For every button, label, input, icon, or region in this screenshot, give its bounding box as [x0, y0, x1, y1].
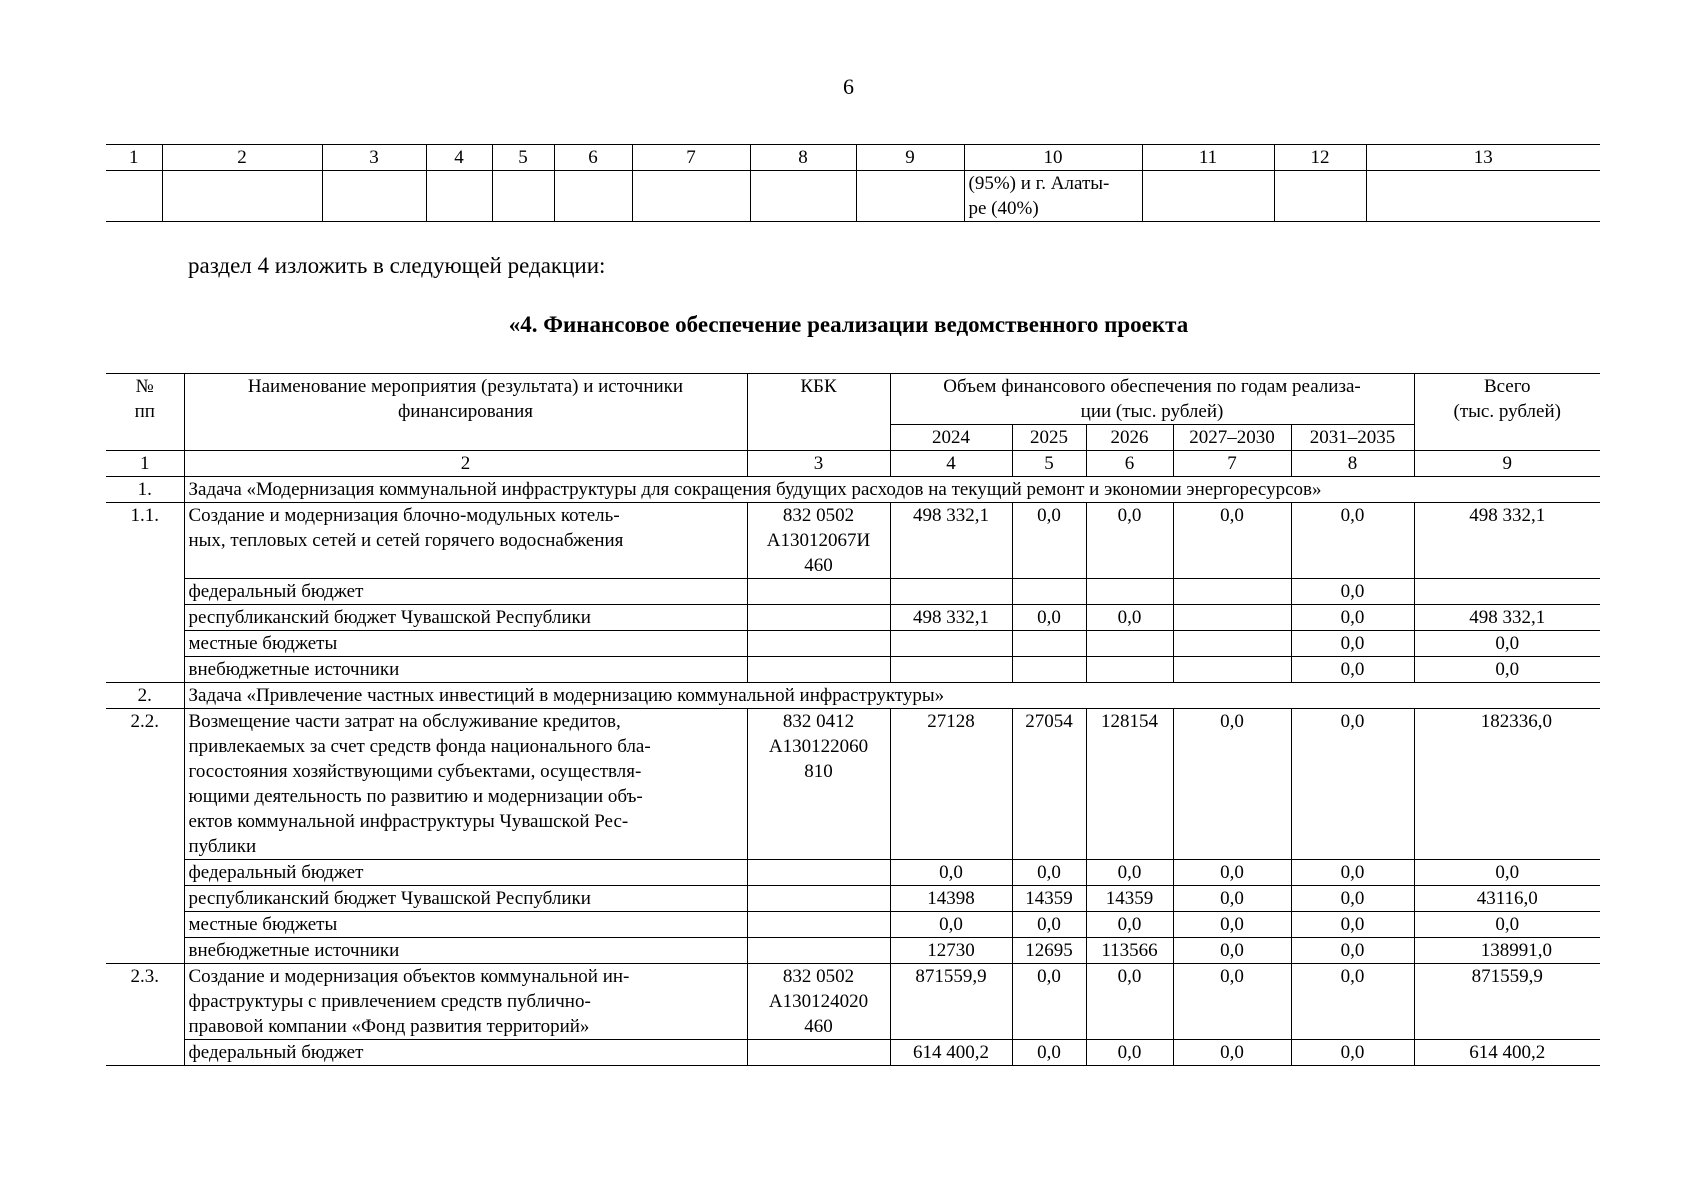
header-total: Всего (тыс. рублей)	[1414, 374, 1600, 451]
value-cell: 0,0	[1173, 886, 1291, 912]
total-cell: 182336,0	[1414, 709, 1600, 860]
total-cell: 0,0	[1414, 657, 1600, 683]
value-cell: 0,0	[1086, 605, 1173, 631]
value-cell: 0,0	[1291, 912, 1414, 938]
col-number: 7	[1173, 451, 1291, 477]
col-number: 5	[492, 145, 554, 171]
value-cell	[1012, 631, 1086, 657]
value-cell	[1173, 579, 1291, 605]
col-number: 9	[856, 145, 964, 171]
col-number: 4	[890, 451, 1012, 477]
source-name: республиканский бюджет Чувашской Республики	[184, 886, 747, 912]
total-cell: 0,0	[1414, 860, 1600, 886]
table-header-row	[106, 374, 1600, 425]
value-cell: 0,0	[1291, 503, 1414, 579]
item-name: Создание и модернизация блочно-модульных котель- ных, тепловых сетей и сетей горячего водоснабжения	[184, 503, 747, 579]
header-num: № пп	[106, 374, 184, 451]
value-cell: 0,0	[1291, 1040, 1414, 1066]
total-cell: 0,0	[1414, 631, 1600, 657]
total-cell: 498 332,1	[1414, 605, 1600, 631]
value-cell: 498 332,1	[890, 503, 1012, 579]
financing-table	[106, 373, 1600, 1066]
col-number: 1	[106, 451, 184, 477]
source-name: республиканский бюджет Чувашской Республики	[184, 605, 747, 631]
source-name: местные бюджеты	[184, 631, 747, 657]
source-row	[106, 631, 1600, 657]
value-cell: 0,0	[1086, 964, 1173, 1040]
value-cell: 0,0	[1291, 657, 1414, 683]
value-cell: 0,0	[1291, 605, 1414, 631]
col-number: 7	[632, 145, 750, 171]
header-name: Наименование мероприятия (результата) и источники финансирования	[184, 374, 747, 451]
value-cell: 0,0	[1173, 912, 1291, 938]
value-cell: 0,0	[1291, 631, 1414, 657]
value-cell	[890, 657, 1012, 683]
value-cell: 0,0	[1291, 709, 1414, 860]
item-kbk: 832 0412 А130122060 810	[747, 709, 890, 860]
value-cell	[890, 631, 1012, 657]
total-cell: 43116,0	[1414, 886, 1600, 912]
value-cell: 14398	[890, 886, 1012, 912]
source-name: федеральный бюджет	[184, 860, 747, 886]
item-number: 2.2.	[106, 709, 184, 860]
header-year: 2027–2030	[1173, 425, 1291, 451]
source-name: внебюджетные источники	[184, 938, 747, 964]
total-cell: 498 332,1	[1414, 503, 1600, 579]
value-cell: 0,0	[1291, 579, 1414, 605]
source-row	[106, 605, 1600, 631]
header-year: 2026	[1086, 425, 1173, 451]
col-number: 12	[1274, 145, 1366, 171]
value-cell: 871559,9	[890, 964, 1012, 1040]
item-kbk: 832 0502 А13012067И 460	[747, 503, 890, 579]
value-cell: 498 332,1	[890, 605, 1012, 631]
value-cell	[1086, 657, 1173, 683]
value-cell: 0,0	[1012, 1040, 1086, 1066]
value-cell: 0,0	[1173, 938, 1291, 964]
item-kbk: 832 0502 А130124020 460	[747, 964, 890, 1040]
value-cell: 0,0	[1086, 912, 1173, 938]
value-cell: 27054	[1012, 709, 1086, 860]
value-cell	[1012, 579, 1086, 605]
value-cell: 27128	[890, 709, 1012, 860]
col-number: 13	[1366, 145, 1600, 171]
value-cell: 0,0	[1012, 860, 1086, 886]
col-number: 11	[1142, 145, 1274, 171]
col-number: 1	[106, 145, 162, 171]
source-row	[106, 579, 1600, 605]
col-number: 2	[162, 145, 322, 171]
col-number: 3	[747, 451, 890, 477]
value-cell: 12695	[1012, 938, 1086, 964]
source-row	[106, 912, 1600, 938]
value-cell: 0,0	[1086, 860, 1173, 886]
item-name: Создание и модернизация объектов коммунальной ин- фраструктуры с привлечением средств публично- правовой компании «Фонд развития территорий»	[184, 964, 747, 1040]
total-cell	[1414, 579, 1600, 605]
col-number: 3	[322, 145, 426, 171]
source-name: федеральный бюджет	[184, 579, 747, 605]
value-cell	[1173, 605, 1291, 631]
value-cell	[890, 579, 1012, 605]
source-row	[106, 938, 1600, 964]
col-number: 10	[964, 145, 1142, 171]
column-numbers-row	[106, 451, 1600, 477]
intro-text: раздел 4 изложить в следующей редакции:	[188, 253, 606, 278]
table-row	[106, 503, 1600, 579]
total-cell: 871559,9	[1414, 964, 1600, 1040]
value-cell: 0,0	[1173, 709, 1291, 860]
top-table-continuation	[106, 144, 1600, 222]
value-cell	[1173, 631, 1291, 657]
value-cell: 0,0	[1291, 860, 1414, 886]
value-cell: 0,0	[1173, 1040, 1291, 1066]
source-row	[106, 657, 1600, 683]
value-cell: 0,0	[1291, 886, 1414, 912]
source-name: федеральный бюджет	[184, 1040, 747, 1066]
col-number: 6	[554, 145, 632, 171]
source-row	[106, 860, 1600, 886]
task-row	[106, 683, 1600, 709]
col-number: 8	[750, 145, 856, 171]
value-cell: 0,0	[1012, 503, 1086, 579]
item-name: Возмещение части затрат на обслуживание кредитов, привлекаемых за счет средств фонда национального бла- госостояния хозяйствующими субъектами, осуществля- ющими деятельность по развитию и модернизации объ- ектов коммунальной инфраструктуры Чувашской Рес- публики	[184, 709, 747, 860]
col-number: 5	[1012, 451, 1086, 477]
value-cell: 0,0	[1173, 860, 1291, 886]
value-cell: 0,0	[1012, 912, 1086, 938]
col-number: 2	[184, 451, 747, 477]
page-number: 6	[843, 74, 854, 99]
total-cell: 0,0	[1414, 912, 1600, 938]
header-year: 2031–2035	[1291, 425, 1414, 451]
col-number: 8	[1291, 451, 1414, 477]
source-name: местные бюджеты	[184, 912, 747, 938]
header-year: 2024	[890, 425, 1012, 451]
header-volume: Объем финансового обеспечения по годам реализа- ции (тыс. рублей)	[890, 374, 1414, 425]
value-cell: 0,0	[1291, 938, 1414, 964]
source-row	[106, 886, 1600, 912]
value-cell	[1086, 579, 1173, 605]
value-cell: 113566	[1086, 938, 1173, 964]
source-row	[106, 1040, 1600, 1066]
value-cell: 0,0	[1012, 605, 1086, 631]
task-row	[106, 477, 1600, 503]
col-number: 4	[426, 145, 492, 171]
value-cell	[1086, 631, 1173, 657]
value-cell	[1173, 657, 1291, 683]
value-cell: 128154	[1086, 709, 1173, 860]
top-table-header-row	[106, 145, 1600, 171]
value-cell: 0,0	[1086, 1040, 1173, 1066]
total-cell: 138991,0	[1414, 938, 1600, 964]
table-row	[106, 709, 1600, 860]
value-cell: 0,0	[890, 860, 1012, 886]
value-cell: 12730	[890, 938, 1012, 964]
value-cell: 0,0	[1012, 964, 1086, 1040]
value-cell: 0,0	[1291, 964, 1414, 1040]
item-number: 2.3.	[106, 964, 184, 1040]
top-table-row	[106, 171, 1600, 222]
item-number: 1.1.	[106, 503, 184, 579]
value-cell: 0,0	[1173, 964, 1291, 1040]
header-year: 2025	[1012, 425, 1086, 451]
total-cell: 614 400,2	[1414, 1040, 1600, 1066]
header-kbk: КБК	[747, 374, 890, 451]
value-cell: 0,0	[1173, 503, 1291, 579]
task-number: 1.	[106, 477, 184, 503]
value-cell: 0,0	[890, 912, 1012, 938]
continued-cell: (95%) и г. Алаты- ре (40%)	[964, 171, 1142, 222]
value-cell	[1012, 657, 1086, 683]
task-text: Задача «Привлечение частных инвестиций в модернизацию коммунальной инфраструктуры»	[184, 683, 1600, 709]
col-number: 9	[1414, 451, 1600, 477]
value-cell: 614 400,2	[890, 1040, 1012, 1066]
task-number: 2.	[106, 683, 184, 709]
source-name: внебюджетные источники	[184, 657, 747, 683]
task-text: Задача «Модернизация коммунальной инфраструктуры для сокращения будущих расходов на текущий ремонт и экономии энергоресурсов»	[184, 477, 1600, 503]
value-cell: 0,0	[1086, 503, 1173, 579]
table-row	[106, 964, 1600, 1040]
value-cell: 14359	[1086, 886, 1173, 912]
section-heading: «4. Финансовое обеспечение реализации ведомственного проекта	[508, 312, 1189, 337]
col-number: 6	[1086, 451, 1173, 477]
value-cell: 14359	[1012, 886, 1086, 912]
